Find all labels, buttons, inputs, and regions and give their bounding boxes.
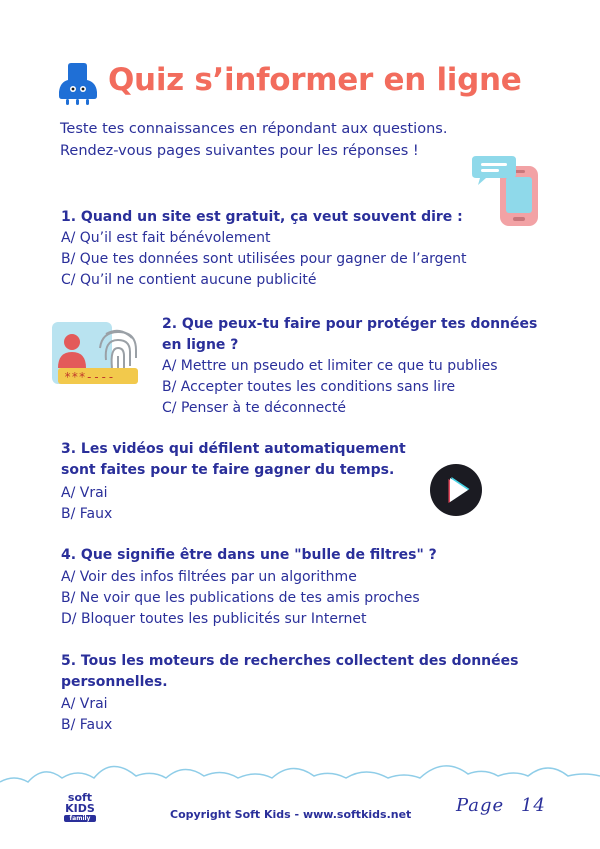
answer-3a: A/ Vrai xyxy=(61,485,108,501)
answer-2c: C/ Penser à te déconnecté xyxy=(162,400,346,416)
answer-5b: B/ Faux xyxy=(61,717,113,733)
answer-4a: A/ Voir des infos filtrées par un algorithme xyxy=(61,569,357,585)
question-5-line1: 5. Tous les moteurs de recherches collectent des données xyxy=(61,653,519,669)
mascot-icon xyxy=(56,62,100,106)
answer-3b: B/ Faux xyxy=(61,506,113,522)
intro-line: Rendez-vous pages suivantes pour les réponses ! xyxy=(60,143,419,159)
question-2-line2: en ligne ? xyxy=(162,337,239,353)
page-number xyxy=(456,795,546,816)
logo-text: soft xyxy=(67,791,93,804)
question-4: 4. Que signifie être dans une "bulle de filtres" ? xyxy=(61,547,437,563)
question-3 xyxy=(61,439,406,481)
answer-1a: A/ Qu’il est fait bénévolement xyxy=(61,230,271,246)
cloud-divider xyxy=(0,750,600,790)
copyright-text: Copyright Soft Kids - www.softkids.net xyxy=(170,808,412,821)
logo-text: KIDS xyxy=(65,802,95,815)
question-1: 1. Quand un site est gratuit, ça veut souvent dire : xyxy=(61,209,463,225)
answer-1c: C/ Qu’il ne contient aucune publicité xyxy=(61,272,317,288)
answer-4d: D/ Bloquer toutes les publicités sur Internet xyxy=(61,611,367,627)
answer-2b: B/ Accepter toutes les conditions sans lire xyxy=(162,379,456,395)
question-3-line2: sont faites pour te faire gagner du temps. xyxy=(61,462,395,478)
page-label-text: Page xyxy=(456,795,505,816)
answer-2a: A/ Mettre un pseudo et limiter ce que tu publies xyxy=(162,358,498,374)
question-5-line2: personnelles. xyxy=(61,674,168,690)
phone-chat-icon xyxy=(470,152,546,228)
page-number-value: 14 xyxy=(520,795,546,816)
answer-5a: A/ Vrai xyxy=(61,696,108,712)
answer-4b: B/ Ne voir que les publications de tes amis proches xyxy=(61,590,420,606)
password-mask: ***---- xyxy=(64,370,115,384)
intro-text xyxy=(60,118,447,162)
question-2 xyxy=(162,314,537,356)
question-5 xyxy=(61,651,518,693)
answer-1b: B/ Que tes données sont utilisées pour gagner de l’argent xyxy=(61,251,467,267)
page-title: Quiz s’informer en ligne xyxy=(108,62,522,98)
id-fingerprint-icon xyxy=(50,320,146,390)
question-2-line1: 2. Que peux-tu faire pour protéger tes données xyxy=(162,316,538,332)
logo-text: family xyxy=(64,815,96,822)
softkids-logo xyxy=(60,792,100,822)
play-icon xyxy=(429,463,483,517)
question-3-line1: 3. Les vidéos qui défilent automatiquement xyxy=(61,441,406,457)
intro-line: Teste tes connaissances en répondant aux questions. xyxy=(60,121,448,137)
